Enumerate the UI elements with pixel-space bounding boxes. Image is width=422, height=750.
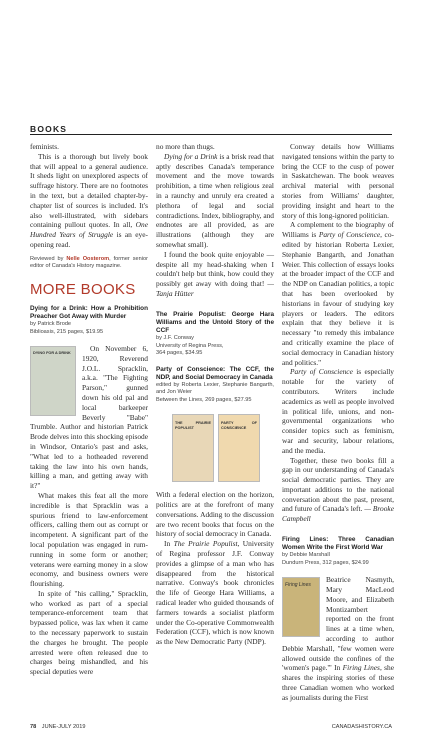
paragraph: no more than thugs. (156, 142, 215, 151)
book-cover-image: THE PRAIRIE POPULIST (172, 414, 214, 482)
book-publisher: Biblioasis, 215 pages, $19.95 (30, 328, 104, 335)
website-link[interactable]: CANADASHISTORY.CA (331, 724, 392, 730)
paragraph: I found the book quite enjoyable — despite all my head-shaking when I couldn't help but think, how could they possibly get away with doing that! — Tanja Hütter (156, 249, 274, 298)
section-label: BOOKS (30, 124, 68, 134)
page-footer (30, 724, 392, 730)
paragraph: Party of Conscience is especially notable for the variety of contributors. Writers include academics as well as people involved in political life, unions, and non-governmental organizations who consider topics such as feminism, war and security, labour relations, and the media. (282, 367, 394, 455)
paragraph: Conway details how Williams navigated tensions within the party to bring the CCF to the cusp of power in Saskatchewan. The book weaves archival material with personal stories from Williams' daughter, providing insight and heart to the story of this long-ignored politician. (282, 142, 394, 220)
book-author: by Patrick Brode (30, 321, 72, 328)
paragraph: On November 6, 1920, Reverend J.O.L. Spracklin, a.k.a. "The Fighting Parson," gunned down his old pal and local barkeeper Beverly "Babe" Trumble. Author and historian Patrick Brode delves into this shocking episode in Windsor, Ontario's past and asks, "What led to a hotheaded reverend taking the law into his own hands, killing a man, and getting away with it?" (30, 343, 148, 491)
paragraph: A complement to the biography of Williams is Party of Conscience, co-edited by historian Roberta Lexier, Stephanie Bangarth, and Jonathan Weier. This collection of essays looks at the broader impact of the CCF and the NDP on Canadian politics, a topic that has been overlooked by historians in favour of studying key players or leaders. The editors explain that they believe it is necessary "to remedy this imbalance and critically examine the place of social democracy in Canadian history and politics." (282, 220, 394, 367)
paragraph: Together, these two books fill a gap in our understanding of Canada's social democratic parties. They are important additions to the national conversation about the past, present, and future of Canada's left. — Brooke Campbell (282, 455, 394, 524)
book-info (30, 305, 148, 336)
book-author: by Debbie Marshall (282, 552, 330, 559)
book-title: The Prairie Populist: George Hara Williams and the Untold Story of the CCF (156, 310, 274, 335)
book-info (156, 311, 274, 358)
paragraph: What makes this feat all the more incredible is that Spracklin was a spurious friend to law-enforcement officers, calling them out as corrupt or incompetent. A significant part of the local population was engaged in rum-running in some form or another; veterans were earning money in a slow economy, and business owners were flourishing. (30, 490, 148, 589)
book-title: Dying for a Drink: How a Prohibition Preacher Got Away with Murder (30, 304, 148, 320)
book-info (282, 536, 394, 567)
book-title: Firing Lines: Three Canadian Women Write the First World War (282, 536, 394, 552)
paragraph: feminists. (30, 142, 59, 151)
book-publisher: Between the Lines, 269 pages, $27.95 (156, 396, 252, 403)
book-covers (156, 412, 274, 482)
column-3 (282, 142, 394, 703)
paragraph: In spite of "his calling," Spracklin, who worked as part of a special temperance-enforcement team that bypassed police, was lax when it came to the necessary paperwork to sustain the charges he brought. The people arrested were often released due to charges being mishandled, and his special deputies were (30, 588, 148, 677)
section-rule (30, 134, 392, 135)
book-publisher: University of Regina Press, (156, 342, 224, 349)
book-publisher: Dundurn Press, 312 pages, $24.99 (282, 559, 369, 566)
column-1 (30, 142, 148, 677)
book-info (156, 366, 274, 405)
paragraph: With a federal election on the horizon, politics are at the forefront of many conversations. Adding to the discussion are two recent books that focus on the history of social democracy in Canada. (156, 490, 274, 539)
book-pages-price: 364 pages, $34.95 (156, 350, 203, 357)
paragraph: Beatrice Nasmyth, Mary MacLeod Moore, and Elizabeth Montizambert reported on the front lines at a time when, according to author Debbie Marshall, "few women were allowed outside the confines of the 'women's page.'" In Firing Lines, she shares the inspiring stories of these three Canadian women who worked as journalists during the First (282, 575, 394, 702)
book-author: edited by Roberta Lexier, Stephanie Bangarth, and Jon Weier (156, 381, 274, 396)
book-cover-image: Firing Lines (282, 577, 320, 637)
column-2 (156, 142, 274, 647)
issue-date: JUNE-JULY 2019 (41, 724, 86, 730)
paragraph: In The Prairie Populist, University of Regina professor J.F. Conway provides a glimpse of a man who has disappeared from the historical narrative. Conway's book chronicles the life of George Hara Williams, a radical leader who guided thousands of farmers towards a socialist platform under the Co-operative Commonwealth Federation (CCF), which is now known as the New Democratic Party (NDP). (156, 539, 274, 647)
book-cover-image: PARTY OF CONSCIENCE (218, 414, 260, 482)
reviewer-name: Nelle Oosterom (66, 255, 110, 262)
book-title: Party of Conscience: The CCF, the NDP, and Social Democracy in Canada (156, 365, 274, 381)
paragraph: Dying for a Drink is a brisk read that aptly describes Canada's temperance movement and the move towards prohibition, a time when religious zeal in a raunchy and unruly era created a plethora of legal and social contradictions. Index, bibliography, and endnotes are all provided, as are illustrations (although they are somewhat small). (156, 151, 274, 249)
book-author: by J.F. Conway (156, 335, 194, 342)
more-books-heading: MORE BOOKS (30, 280, 136, 298)
paragraph: This is a thorough but lively book that will appeal to a general audience. It sheds light on unexplored aspects of suffrage history. There are no footnotes in the text, but a detailed chapter-by-chapter list of sources is included. It's also well-illustrated, with sidebars containing pullout quotes. In all, One Hundred Years of Struggle is an eye-opening read. (30, 151, 148, 249)
page-number: 78 (30, 724, 37, 730)
reviewer-credit: Reviewed by Nelle Oosterom, former senior editor of Canada's History magazine. (30, 255, 148, 270)
book-cover-image: DYING FOR A DRINK (30, 346, 76, 416)
